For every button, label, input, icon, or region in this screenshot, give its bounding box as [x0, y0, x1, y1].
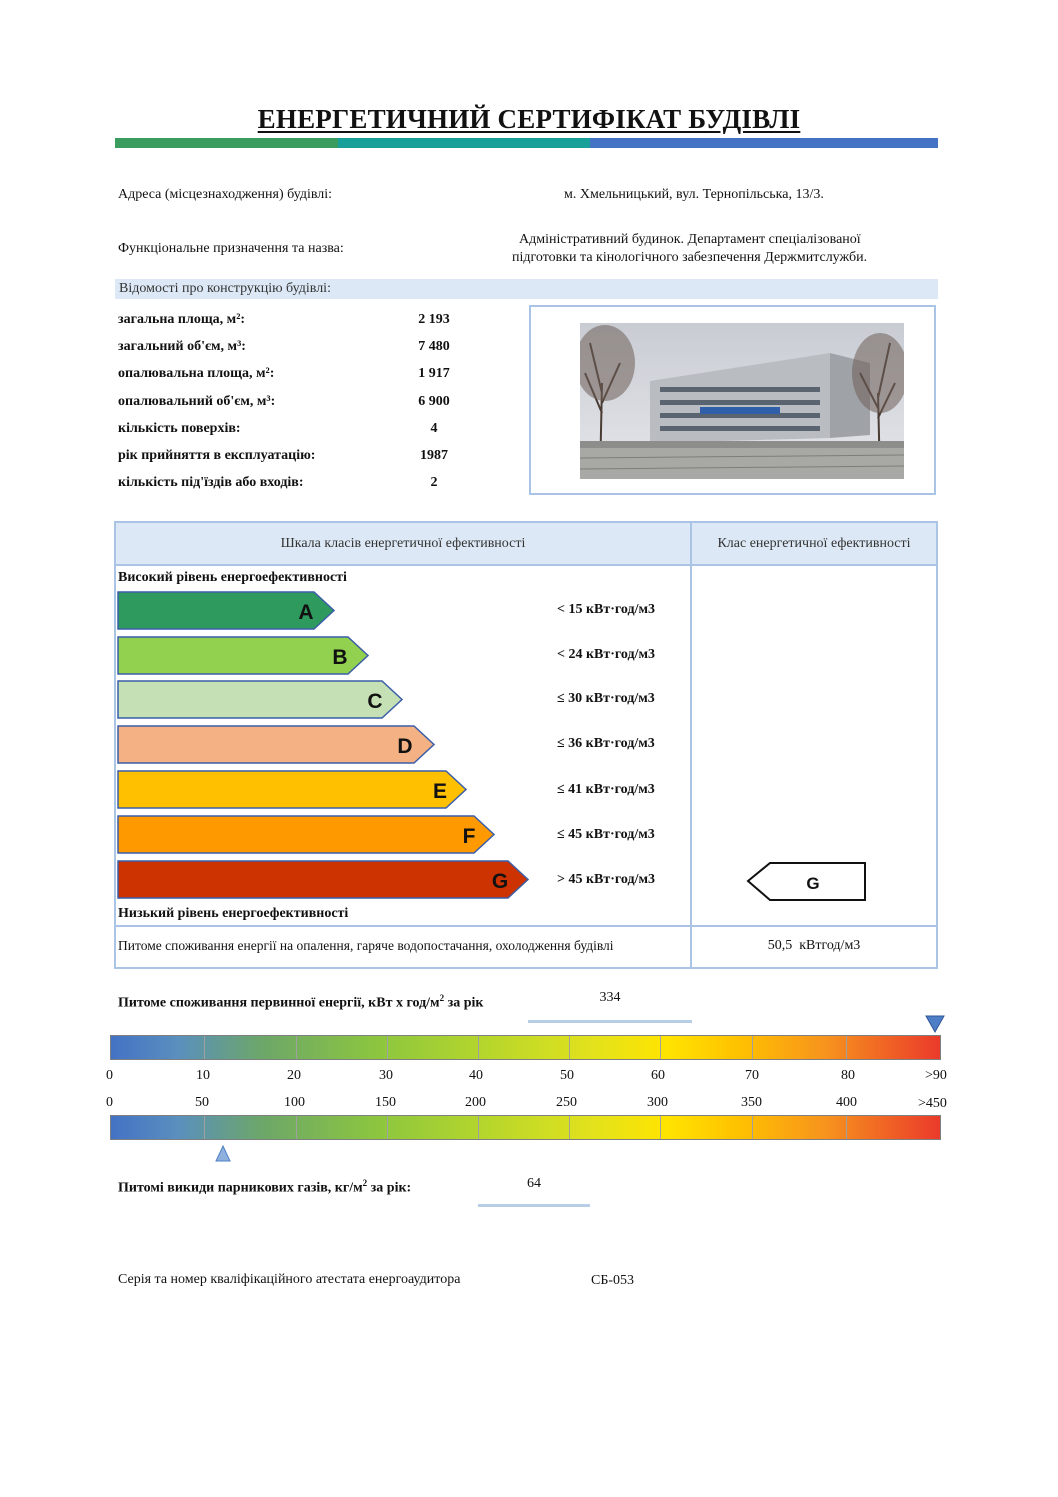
range-b: < 24 кВт·год/м3 [557, 647, 656, 662]
emission-tick-250: 250 [556, 1095, 577, 1110]
primary-energy-value: 334 [599, 990, 621, 1005]
emissions-label [118, 1178, 411, 1197]
row-value-entrances: 2 [430, 475, 438, 490]
class-bar-c [118, 681, 402, 718]
class-bar-b [118, 637, 368, 674]
class-header-label: Клас енергетичної ефективності [717, 536, 911, 551]
primary-energy-marker [924, 1014, 946, 1034]
specific-consumption-value: 50,5 кВтгод/м3 [767, 938, 861, 953]
row-value-heated-area: 1 917 [418, 366, 450, 381]
primary-tick-30: 30 [379, 1068, 393, 1083]
primary-energy-value-underline [528, 1020, 692, 1023]
class-bar-a [118, 592, 334, 629]
primary-tick-70: 70 [745, 1068, 759, 1083]
specific-consumption-label: Питоме споживання енергії на опалення, гаряче водопостачання, охолодження будівлі [118, 938, 614, 953]
class-letter-a: A [298, 601, 314, 624]
primary-tick-80: 80 [841, 1068, 855, 1083]
emissions-label-text: Питомі викиди парникових газів, кг/м [118, 1180, 363, 1196]
purpose-label: Функціональне призначення та назва: [118, 241, 344, 256]
row-label-year: рік прийняття в експлуатацію: [118, 448, 316, 463]
row-value-total-area: 2 193 [418, 312, 450, 327]
row-value-heated-volume: 6 900 [418, 394, 450, 409]
emissions-value: 64 [527, 1176, 541, 1191]
scale-header-label: Шкала класів енергетичної ефективності [280, 536, 526, 551]
class-letter-g: G [491, 870, 509, 893]
construction-header: Відомості про конструкцію будівлі: [119, 281, 331, 296]
class-letter-c: C [367, 690, 383, 713]
primary-tick-20: 20 [287, 1068, 301, 1083]
auditor-label: Серія та номер кваліфікаційного атестата енергоаудитора [118, 1272, 461, 1287]
range-d: ≤ 36 кВт·год/м3 [557, 736, 655, 751]
address-label: Адреса (місцезнаходження) будівлі: [118, 187, 333, 202]
emissions-scale-bar [110, 1115, 941, 1140]
range-c: ≤ 30 кВт·год/м3 [557, 691, 655, 706]
primary-energy-label [118, 993, 483, 1012]
page-title: ЕНЕРГЕТИЧНИЙ СЕРТИФІКАТ БУДІВЛІ [257, 104, 801, 134]
range-a: < 15 кВт·год/м3 [557, 602, 656, 617]
primary-energy-label-text: Питоме споживання первинної енергії, кВт х год/м [118, 995, 440, 1011]
class-letter-e: E [432, 780, 448, 803]
low-efficiency-label: Низький рівень енергоефективності [118, 906, 349, 921]
emission-tick-350: 350 [741, 1095, 762, 1110]
primary-energy-label-suffix: за рік [444, 995, 484, 1011]
primary-tick-90plus: >90 [925, 1068, 947, 1083]
primary-tick-60: 60 [651, 1068, 665, 1083]
class-letter-f: F [462, 825, 476, 848]
class-bar-d [118, 726, 434, 763]
emission-tick-100: 100 [284, 1095, 305, 1110]
emissions-label-sup: 2 [362, 1178, 368, 1188]
emission-tick-0: 0 [106, 1095, 113, 1110]
emissions-label-suffix: за рік: [367, 1180, 412, 1196]
primary-tick-10: 10 [196, 1068, 210, 1083]
address-value: м. Хмельницький, вул. Тернопільська, 13/3. [564, 187, 824, 202]
row-value-total-volume: 7 480 [418, 339, 450, 354]
emissions-value-underline [478, 1204, 590, 1207]
emission-tick-50: 50 [195, 1095, 209, 1110]
row-value-year: 1987 [420, 448, 448, 463]
range-f: ≤ 45 кВт·год/м3 [557, 827, 655, 842]
auditor-value: СБ-053 [591, 1273, 635, 1288]
purpose-value-line2: підготовки та кінологічного забезпечення Держмитслужби. [512, 250, 868, 265]
row-label-heated-volume: опалювальний об'єм, м³: [118, 394, 276, 409]
assigned-class-letter: G [806, 874, 820, 893]
high-efficiency-label: Високий рівень енергоефективності [118, 570, 347, 585]
scale-footer-line [116, 925, 936, 927]
class-bar-e [118, 771, 466, 808]
emission-tick-450plus: >450 [918, 1096, 947, 1111]
class-bar-g [118, 861, 528, 898]
row-label-total-area: загальна площа, м²: [118, 312, 246, 327]
class-bars [0, 0, 700, 910]
row-label-entrances: кількість під'їздів або входів: [118, 475, 304, 490]
primary-tick-40: 40 [469, 1068, 483, 1083]
row-label-heated-area: опалювальна площа, м²: [118, 366, 275, 381]
row-label-total-volume: загальний об'єм, м³: [118, 339, 246, 354]
range-e: ≤ 41 кВт·год/м3 [557, 782, 655, 797]
class-letter-b: B [332, 646, 348, 669]
range-g: > 45 кВт·год/м3 [557, 872, 656, 887]
assigned-class-arrow [745, 861, 869, 903]
emission-tick-400: 400 [836, 1095, 857, 1110]
emissions-marker [214, 1144, 232, 1164]
emission-tick-200: 200 [465, 1095, 486, 1110]
row-value-floors: 4 [430, 421, 438, 436]
primary-energy-scale-bar [110, 1035, 941, 1060]
primary-energy-label-sup: 2 [439, 993, 445, 1003]
primary-tick-0: 0 [106, 1068, 113, 1083]
row-label-floors: кількість поверхів: [118, 421, 241, 436]
emission-tick-300: 300 [647, 1095, 668, 1110]
class-bar-f [118, 816, 494, 853]
purpose-value-line1: Адміністративний будинок. Департамент спеціалізованої [519, 232, 861, 247]
primary-tick-50: 50 [560, 1068, 574, 1083]
emission-tick-150: 150 [375, 1095, 396, 1110]
class-letter-d: D [397, 735, 413, 758]
